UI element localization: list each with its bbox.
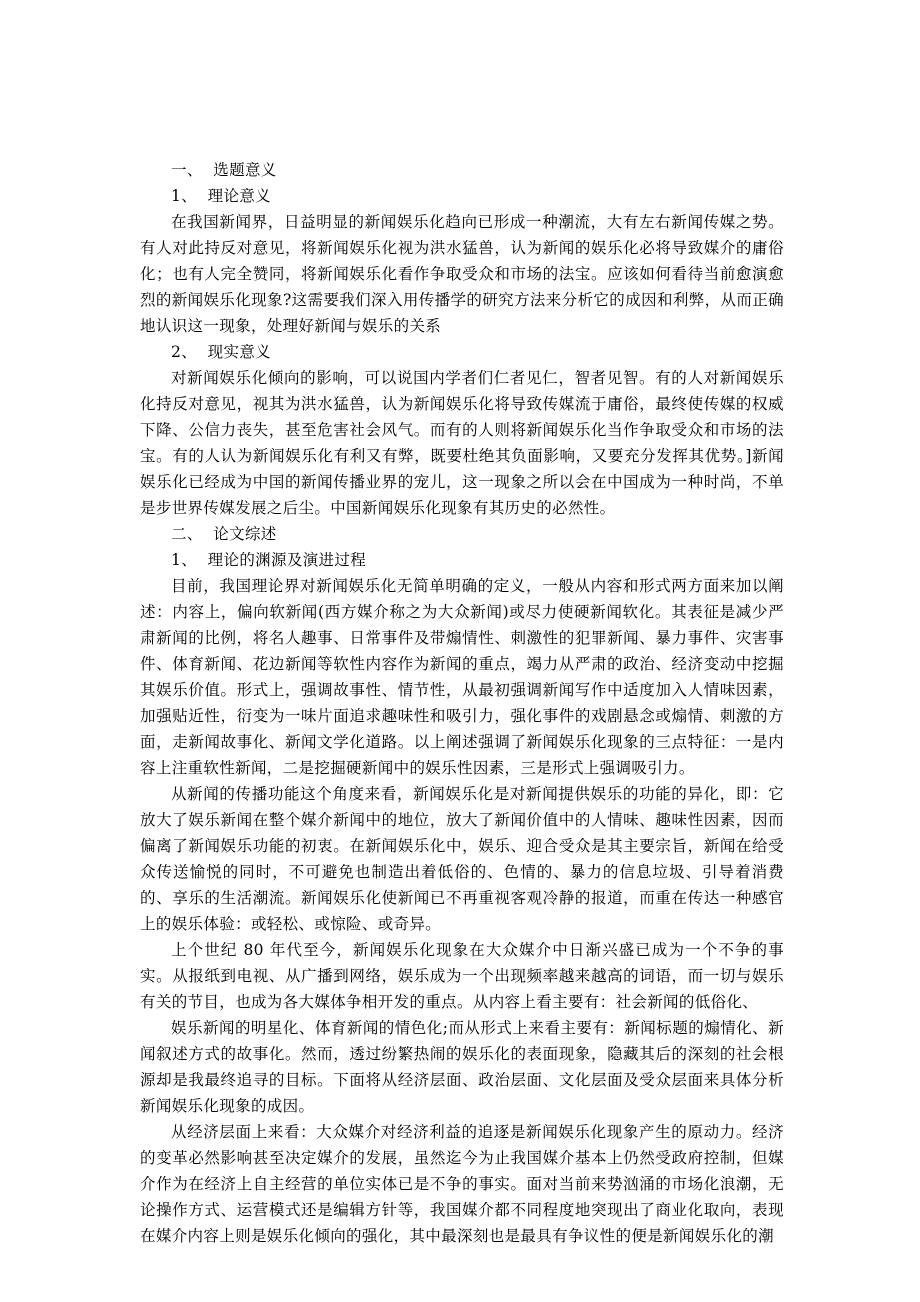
document-page <box>140 157 784 1249</box>
paragraph-4: 从新闻的传播功能这个角度来看，新闻娱乐化是对新闻提供娱乐的功能的异化，即：它放大了娱乐新闻在整个媒介新闻中的地位，放大了新闻价值中的人情味、趣味性因素，因而偏离了新闻娱乐功能的初衷。在新闻娱乐化中，娱乐、迎合受众是其主要宗旨，新闻在给受众传送愉悦的同时，不可避免也制造出着低俗的、色情的、暴力的信息垃圾、引导着消费的、享乐的生活潮流。新闻娱乐化使新闻已不再重视客观冷静的报道，而重在传达一种感官上的娱乐体验：或轻松、或惊险、或奇异。 <box>140 785 784 933</box>
subheading-1-1: 1、 理论意义 <box>171 187 272 205</box>
paragraph-7: 从经济层面上来看：大众媒介对经济利益的追逐是新闻娱乐化现象产生的原动力。经济的变革必然影响甚至决定媒介的发展，虽然迄今为止我国媒介基本上仍然受政府控制，但媒介作为在经济上自主经营的单位实体已是不争的事实。面对当前来势汹涌的市场化浪潮，无论操作方式、运营模式还是编辑方针等，我国媒介都不同程度地突现出了商业化取向，表现在媒介内容上则是娱乐化倾向的强化，其中最深刻也是最具有争议性的便是新闻娱乐化的潮 <box>140 1123 784 1245</box>
paragraph-6: 娱乐新闻的明星化、体育新闻的情色化;而从形式上来看主要有：新闻标题的煽情化、新闻叙述方式的故事化。然而，透过纷繁热闹的娱乐化的表面现象，隐藏其后的深刻的社会根源却是我最终追寻的目标。下面将从经济层面、政治层面、文化层面及受众层面来具体分析新闻娱乐化现象的成因。 <box>140 1019 784 1115</box>
subheading-1-2: 2、 现实意义 <box>171 343 272 361</box>
subheading-2-1: 1、 理论的渊源及演进过程 <box>171 551 367 569</box>
paragraph-1: 在我国新闻界，日益明显的新闻娱乐化趋向已形成一种潮流，大有左右新闻传媒之势。有人对此持反对意见，将新闻娱乐化视为洪水猛兽，认为新闻的娱乐化必将导致媒介的庸俗化；也有人完全赞同，将新闻娱乐化看作争取受众和市场的法宝。应该如何看待当前愈演愈烈的新闻娱乐化现象?这需要我们深入用传播学的研究方法来分析它的成因和利弊，从而正确地认识这一现象，处理好新闻与娱乐的关系 <box>140 213 784 335</box>
section-heading-1: 一、 选题意义 <box>171 161 277 179</box>
paragraph-2: 对新闻娱乐化倾向的影响，可以说国内学者们仁者见仁，智者见智。有的人对新闻娱乐化持反对意见，视其为洪水猛兽，认为新闻娱乐化将导致传媒流于庸俗，最终使传媒的权威下降、公信力丧失，甚至危害社会风气。而有的人则将新闻娱乐化当作争取受众和市场的法宝。有的人认为新闻娱乐化有利又有弊，既要杜绝其负面影响，又要充分发挥其优势。]新闻娱乐化已经成为中国的新闻传播业界的宠儿，这一现象之所以会在中国成为一种时尚，不单是步世界传媒发展之后尘。中国新闻娱乐化现象有其历史的必然性。 <box>140 369 784 517</box>
paragraph-5: 上个世纪 80 年代至今，新闻娱乐化现象在大众媒介中日渐兴盛已成为一个不争的事实。从报纸到电视、从广播到网络，娱乐成为一个出现频率越来越高的词语，而一切与娱乐有关的节目，也成为各大媒体争相开发的重点。从内容上看主要有：社会新闻的低俗化、 <box>140 941 784 1011</box>
paragraph-3: 目前，我国理论界对新闻娱乐化无简单明确的定义，一般从内容和形式两方面来加以阐述：内容上，偏向软新闻(西方媒介称之为大众新闻)或尽力使硬新闻软化。其表征是减少严肃新闻的比例，将名人趣事、日常事件及带煽情性、刺激性的犯罪新闻、暴力事件、灾害事件、体育新闻、花边新闻等软性内容作为新闻的重点，竭力从严肃的政治、经济变动中挖掘其娱乐价值。形式上，强调故事性、情节性，从最初强调新闻写作中适度加入人情味因素，加强贴近性，衍变为一味片面追求趣味性和吸引力，强化事件的戏剧悬念或煽情、刺激的方面，走新闻故事化、新闻文学化道路。以上阐述强调了新闻娱乐化现象的三点特征：一是内容上注重软性新闻，二是挖掘硬新闻中的娱乐性因素，三是形式上强调吸引力。 <box>140 577 784 777</box>
section-heading-2: 二、 论文综述 <box>171 525 277 543</box>
